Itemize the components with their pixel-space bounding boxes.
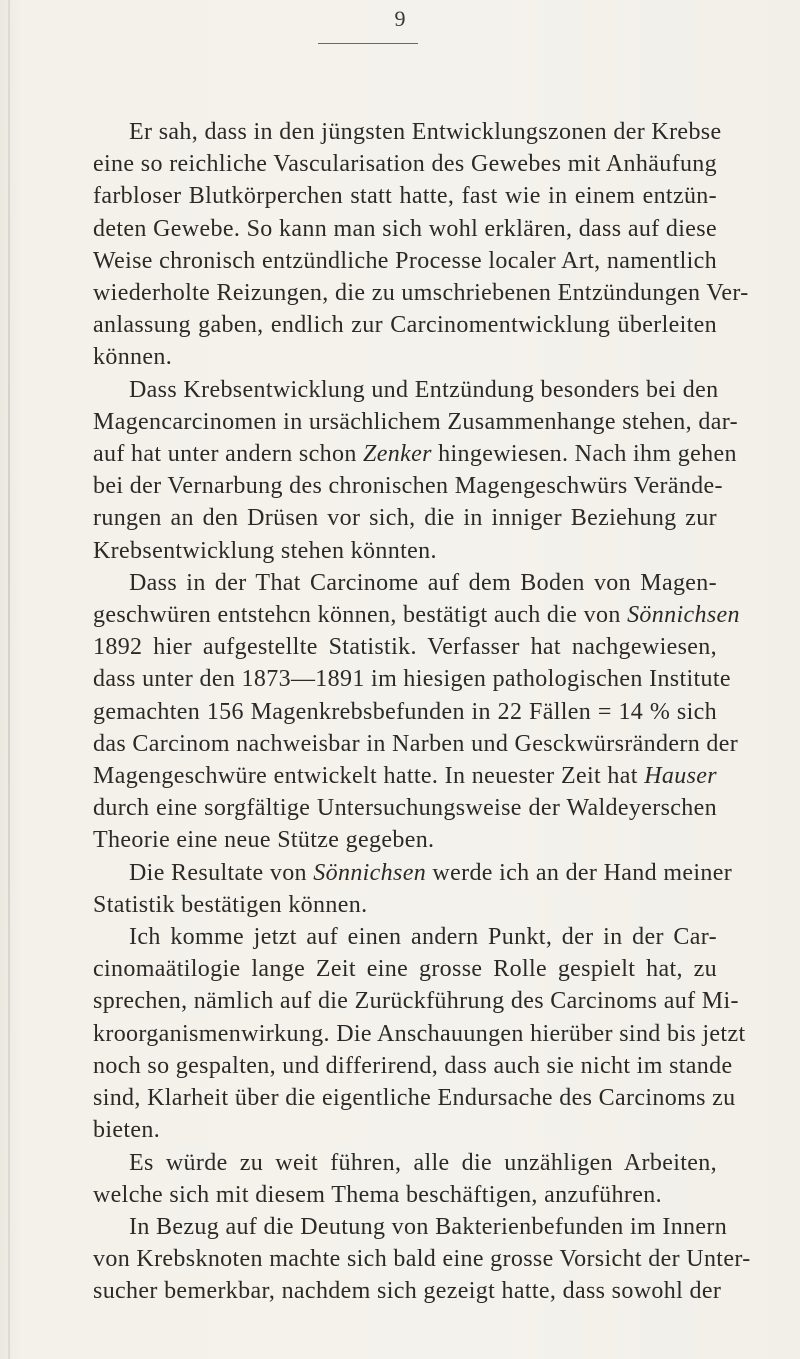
text-line: bei der Vernarbung des chronischen Magengeschwürs Verände-: [93, 473, 723, 500]
text-line: Krebsentwicklung stehen könnten.: [93, 537, 437, 564]
text-line: sprechen, nämlich auf die Zurückführung des Carcinoms auf Mi-: [93, 988, 739, 1015]
text-line: In Bezug auf die Deutung von Bakterienbefunden im Innern: [129, 1213, 728, 1240]
paragraph: [57, 1147, 717, 1211]
text-line: Theorie eine neue Stütze gegeben.: [93, 827, 435, 854]
text-line: Weise chronisch entzündliche Processe localer Art, namentlich: [93, 247, 717, 274]
paragraph: [57, 857, 733, 921]
binding-gutter: [8, 0, 10, 1359]
paragraph: [57, 567, 740, 857]
text-line: auf hat unter andern schon Zenker hingewiesen. Nach ihm gehen: [93, 441, 737, 468]
text-line: Ich komme jetzt auf einen andern Punkt, der in der Car-: [129, 924, 717, 951]
text-line: Es würde zu weit führen, alle die unzähligen Arbeiten,: [129, 1149, 717, 1176]
text-line: das Carcinom nachweisbar in Narben und Gesckwürsrändern der: [93, 730, 739, 757]
text-line: können.: [93, 344, 173, 371]
text-line: deten Gewebe. So kann man sich wohl erklären, dass auf diese: [93, 215, 717, 242]
text-line: dass unter den 1873—1891 im hiesigen pathologischen Institute: [93, 666, 731, 693]
body-text: [57, 116, 751, 1308]
paragraph: [57, 116, 749, 374]
header-rule: [318, 43, 418, 44]
text-line: cinomaätilogie lange Zeit eine grosse Rolle gespielt hat, zu: [93, 956, 717, 983]
text-line: Magengeschwüre entwickelt hatte. In neuester Zeit hat Hauser: [93, 763, 717, 790]
text-line: durch eine sorgfältige Untersuchungsweise der Waldeyerschen: [93, 795, 717, 822]
text-line: rungen an den Drüsen vor sich, die in inniger Beziehung zur: [93, 505, 717, 532]
paragraph: [57, 1211, 751, 1308]
text-line: noch so gespalten, und differirend, dass auch sie nicht im stande: [93, 1052, 733, 1079]
text-line: kroorganismenwirkung. Die Anschauungen hierüber sind bis jetzt: [93, 1020, 746, 1047]
text-line: Die Resultate von Sönnichsen werde ich an der Hand meiner: [129, 859, 733, 886]
text-line: geschwüren entstehcn können, bestätigt auch die von Sönnichsen: [93, 602, 740, 629]
text-line: Magencarcinomen in ursächlichem Zusammenhange stehen, dar-: [93, 408, 738, 435]
paragraph: [57, 921, 746, 1146]
page-number: 9: [394, 6, 406, 31]
text-line: bieten.: [93, 1117, 161, 1144]
text-line: Dass in der That Carcinome auf dem Boden von Magen-: [129, 569, 717, 596]
text-line: welche sich mit diesem Thema beschäftigen, anzuführen.: [93, 1181, 662, 1208]
text-line: von Krebsknoten machte sich bald eine grosse Vorsicht der Unter-: [93, 1246, 751, 1273]
text-line: farbloser Blutkörperchen statt hatte, fast wie in einem entzün-: [93, 183, 717, 210]
text-line: anlassung gaben, endlich zur Carcinomentwicklung überleiten: [93, 312, 717, 339]
text-line: wiederholte Reizungen, die zu umschriebenen Entzündungen Ver-: [93, 280, 749, 307]
text-line: gemachten 156 Magenkrebsbefunden in 22 Fällen = 14 % sich: [93, 698, 717, 725]
text-line: Dass Krebsentwicklung und Entzündung besonders bei den: [129, 376, 719, 403]
text-line: sucher bemerkbar, nachdem sich gezeigt hatte, dass sowohl der: [93, 1278, 722, 1305]
text-line: Statistik bestätigen können.: [93, 891, 368, 918]
text-line: sind, Klarheit über die eigentliche Endursache des Carcinoms zu: [93, 1085, 736, 1112]
paragraph: [57, 374, 738, 567]
text-line: eine so reichliche Vascularisation des Gewebes mit Anhäufung: [93, 151, 717, 178]
text-line: 1892 hier aufgestellte Statistik. Verfasser hat nachgewiesen,: [93, 634, 717, 661]
text-line: Er sah, dass in den jüngsten Entwicklungszonen der Krebse: [129, 119, 722, 145]
